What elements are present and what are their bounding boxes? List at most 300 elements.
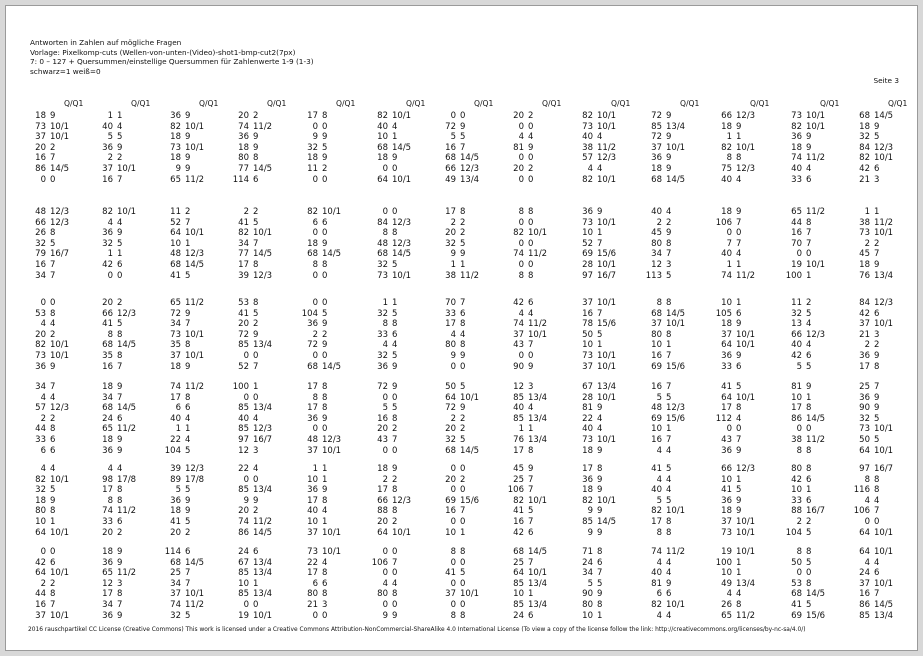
grid-cell [784,414,850,425]
grid-cell [714,485,780,496]
cross-sum: 9 [736,121,742,132]
grid-cell [163,249,229,260]
value-number: 41 [721,485,732,496]
value-number: 0 [450,485,456,496]
value-number: 41 [102,319,113,330]
value-number: 0 [382,445,388,456]
grid-cell [644,132,710,143]
grid-cell [438,132,504,143]
grid-cell [506,579,572,590]
value-number: 82 [307,207,318,217]
value-number: 50 [859,435,870,445]
grid-cell [644,260,710,271]
cross-sum: 7 [666,382,672,392]
grid-cell [506,132,572,143]
value-number: 16 [651,351,662,361]
cross-sum: 0 [392,445,398,456]
value-number: 0 [40,174,46,185]
cross-sum: 7 [50,382,56,392]
cross-sum: 8 [392,589,398,600]
cross-sum: 12/3 [874,142,894,153]
cross-sum: 14/5 [597,517,617,527]
value-number: 16 [445,506,456,517]
grid-cell [231,122,297,133]
value-number: 10 [307,517,318,527]
cross-sum: 8 [736,153,742,164]
cross-sum: 5 [736,485,742,496]
cross-sum: 15/6 [460,495,480,506]
grid-cell [231,414,297,425]
value-number: 40 [651,207,662,217]
grid-cell [370,122,436,133]
cross-sum: 7 [117,174,123,185]
value-number: 0 [726,424,732,435]
cross-sum: 8 [597,547,603,557]
cross-sum: 2 [666,217,672,228]
value-number: 2 [40,413,46,424]
cross-sum: 10/1 [874,319,894,330]
grid-cell [644,435,710,446]
cross-sum: 11/2 [806,435,826,445]
value-number: 97 [582,270,593,281]
grid-cell [370,393,436,404]
grid-cell [231,600,297,611]
cross-sum: 15/6 [597,319,617,330]
grid-cell [28,485,94,496]
grid-cell [506,122,572,133]
value-number: 36 [307,485,318,496]
cross-sum: 11/2 [806,153,826,164]
value-number: 18 [238,142,249,153]
value-number: 90 [582,589,593,600]
grid-cell [438,239,504,250]
grid-cell [714,579,780,590]
cross-sum: 6 [117,413,123,424]
value-number: 42 [513,527,524,538]
value-number: 64 [377,527,388,538]
grid-cell [644,393,710,404]
grid-cell [575,414,641,425]
grid-cell [644,239,710,250]
value-number: 37 [651,319,662,330]
cross-sum: 12/3 [666,403,686,414]
value-number: 10 [721,568,732,579]
value-number: 25 [170,568,181,579]
cross-sum: 0 [322,610,328,621]
grid-cell [28,122,94,133]
value-number: 5 [450,132,456,143]
grid-cell [231,568,297,579]
cross-sum: 7 [597,568,603,579]
value-number: 20 [238,319,249,330]
grid-cell [575,330,641,341]
cross-sum: 0 [874,517,880,527]
value-number: 36 [35,361,46,372]
grid-cell [438,143,504,154]
grid-cell [644,298,710,309]
value-number: 18 [721,319,732,330]
grid-cell [28,239,94,250]
cross-sum: 0 [392,164,398,174]
grid-cell [438,122,504,133]
grid-cell [300,175,366,186]
cross-sum: 0 [392,600,398,610]
grid-cell [784,143,850,154]
grid-cell [370,351,436,362]
legend-line: schwarz=1 weiß=0 [30,66,101,76]
value-number: 74 [102,506,113,517]
value-number: 36 [791,132,802,143]
cross-sum: 2 [253,506,259,517]
cross-sum: 9 [874,403,880,414]
value-number: 5 [175,485,181,496]
value-number: 8 [656,298,662,308]
cross-sum: 1 [736,568,742,579]
cross-sum: 7 [666,435,672,445]
grid-cell [370,547,436,558]
grid-cell [438,589,504,600]
value-number: 42 [35,557,46,568]
grid-cell [575,340,641,351]
value-number: 85 [238,589,249,600]
grid-cell [438,249,504,260]
value-number: 40 [582,132,593,143]
cross-sum: 10/1 [528,495,548,506]
cross-sum: 2 [806,517,812,527]
grid-cell [575,506,641,517]
value-number: 11 [791,298,802,308]
column-header: Q/Q1 [750,99,770,108]
cross-sum: 10/1 [666,600,686,610]
value-number: 85 [238,340,249,351]
value-number: 0 [796,568,802,579]
grid-cell [95,558,161,569]
grid-cell [575,475,641,486]
grid-cell [714,611,780,622]
grid-cell [784,362,850,373]
value-number: 44 [35,424,46,435]
column-header: Q/Q1 [336,99,356,108]
cross-sum: 10/1 [874,547,894,557]
grid-cell [300,132,366,143]
cross-sum: 5 [806,308,812,319]
cross-sum: 13/4 [528,413,548,424]
grid-cell [438,579,504,590]
grid-cell [506,362,572,373]
value-number: 64 [859,527,870,538]
cross-sum: 8 [460,547,466,557]
value-number: 33 [721,361,732,372]
cross-sum: 5 [322,308,328,319]
cross-sum: 7 [460,298,466,308]
grid-cell [714,239,780,250]
grid-cell [370,558,436,569]
value-number: 10 [513,589,524,600]
grid-cell [575,239,641,250]
cross-sum: 2 [460,228,466,239]
value-number: 9 [382,610,388,621]
value-number: 20 [377,424,388,435]
cross-sum: 4 [253,464,259,474]
value-number: 10 [791,485,802,496]
cross-sum: 10/1 [874,527,894,538]
value-number: 36 [651,153,662,164]
value-number: 68 [651,174,662,185]
grid-cell [300,568,366,579]
cross-sum: 9 [736,495,742,506]
cross-sum: 0 [322,298,328,308]
grid-cell [95,319,161,330]
cross-sum: 4 [806,164,812,174]
value-number: 104 [785,527,802,538]
cross-sum: 2 [322,164,328,174]
grid-cell [714,228,780,239]
grid-cell [714,309,780,320]
cross-sum: 4 [528,308,534,319]
column-header: Q/Q1 [267,99,287,108]
value-number: 19 [791,260,802,270]
cross-sum: 2 [117,298,123,308]
grid-cell [370,579,436,590]
value-number: 65 [102,424,113,435]
cross-sum: 9 [736,207,742,217]
grid-cell [231,228,297,239]
value-number: 10 [721,474,732,485]
value-number: 85 [513,578,524,589]
cross-sum: 9 [874,392,880,403]
grid-cell [575,403,641,414]
grid-cell [575,589,641,600]
cross-sum: 4 [117,217,123,228]
grid-cell [231,517,297,528]
cross-sum: 12/3 [806,329,826,340]
grid-cell [300,239,366,250]
cross-sum: 13/4 [528,600,548,610]
grid-cell [370,175,436,186]
value-number: 69 [651,361,662,372]
cross-sum: 12/3 [185,464,205,474]
cross-sum: 5 [253,217,259,228]
cross-sum: 12/3 [392,238,412,249]
value-number: 64 [721,392,732,403]
grid-cell [852,528,918,539]
cross-sum: 5 [117,319,123,330]
cross-sum: 10/1 [597,260,617,270]
grid-cell [575,218,641,229]
cross-sum: 0 [322,228,328,239]
cross-sum: 2 [392,474,398,485]
grid-cell [506,424,572,435]
grid-cell [370,496,436,507]
cross-sum: 4 [874,495,880,506]
cross-sum: 5 [460,238,466,249]
grid-cell [575,175,641,186]
cross-sum: 6 [253,174,259,185]
value-number: 16 [859,589,870,600]
value-number: 40 [791,164,802,174]
grid-cell [852,153,918,164]
cross-sum: 9 [597,485,603,496]
grid-cell [370,485,436,496]
cross-sum: 5 [460,568,466,579]
value-number: 37 [513,329,524,340]
column-header: Q/Q1 [131,99,151,108]
cross-sum: 5 [117,132,123,143]
grid-cell [300,122,366,133]
grid-cell [644,309,710,320]
cross-sum: 0 [253,474,259,485]
value-number: 80 [651,238,662,249]
grid-cell [644,496,710,507]
grid-cell [95,175,161,186]
grid-cell [163,435,229,446]
grid-cell [438,164,504,175]
value-number: 0 [312,610,318,621]
value-number: 0 [518,351,524,361]
cross-sum: 9 [322,238,328,249]
cross-sum: 8 [666,298,672,308]
value-number: 82 [513,228,524,239]
value-number: 80 [791,464,802,474]
value-number: 18 [170,153,181,164]
value-number: 1 [107,249,113,260]
value-number: 74 [238,121,249,132]
column-header: Q/Q1 [680,99,700,108]
value-number: 0 [450,600,456,610]
value-number: 82 [859,153,870,164]
value-number: 65 [170,174,181,185]
cross-sum: 1 [117,249,123,260]
value-number: 32 [445,238,456,249]
grid-cell [370,446,436,457]
cross-sum: 9 [392,464,398,474]
grid-cell [28,464,94,475]
cross-sum: 8 [50,589,56,600]
cross-sum: 7 [117,392,123,403]
grid-cell [231,464,297,475]
grid-cell [300,298,366,309]
value-number: 24 [102,413,113,424]
value-number: 25 [513,557,524,568]
value-number: 73 [35,351,46,361]
value-number: 4 [518,132,524,143]
value-number: 57 [35,403,46,414]
grid-cell [714,475,780,486]
value-number: 64 [859,445,870,456]
grid-cell [370,600,436,611]
cross-sum: 10/1 [528,568,548,579]
cross-sum: 0 [460,361,466,372]
cross-sum: 2 [50,578,56,589]
value-number: 37 [170,351,181,361]
value-number: 13 [791,319,802,330]
value-number: 17 [377,485,388,496]
cross-sum: 12/3 [50,217,70,228]
value-number: 4 [587,164,593,174]
cross-sum: 6 [185,403,191,414]
column-header: Q/Q1 [406,99,426,108]
value-number: 68 [170,260,181,270]
cross-sum: 12/3 [322,435,342,445]
grid-cell [852,568,918,579]
grid-cell [506,340,572,351]
value-number: 65 [170,298,181,308]
cross-sum: 10/1 [117,164,137,174]
cross-sum: 10/1 [185,589,205,600]
value-number: 34 [102,392,113,403]
grid-cell [300,143,366,154]
cross-sum: 11/2 [253,517,273,527]
cross-sum: 15/6 [666,361,686,372]
cross-sum: 2 [50,329,56,340]
grid-cell [300,111,366,122]
grid-cell [784,260,850,271]
value-number: 40 [102,121,113,132]
value-number: 20 [445,474,456,485]
cross-sum: 7 [392,557,398,568]
value-number: 37 [445,589,456,600]
cross-sum: 9 [392,361,398,372]
value-number: 16 [102,361,113,372]
cross-sum: 9 [597,403,603,414]
cross-sum: 9 [736,319,742,330]
value-number: 37 [721,517,732,527]
grid-cell [438,558,504,569]
value-number: 112 [715,413,732,424]
cross-sum: 11/2 [736,270,756,281]
value-number: 16 [651,382,662,392]
cross-sum: 11/2 [736,610,756,621]
value-number: 2 [796,517,802,527]
value-number: 17 [859,361,870,372]
grid-cell [852,496,918,507]
value-number: 0 [450,578,456,589]
value-number: 53 [791,578,802,589]
value-number: 16 [582,308,593,319]
cross-sum: 6 [736,361,742,372]
cross-sum: 12/3 [117,308,137,319]
grid-cell [300,475,366,486]
value-number: 18 [791,142,802,153]
value-number: 49 [721,578,732,589]
grid-cell [714,271,780,282]
value-number: 17 [582,464,593,474]
grid-cell [575,528,641,539]
grid-cell [95,239,161,250]
grid-cell [28,330,94,341]
value-number: 73 [582,351,593,361]
grid-cell [644,414,710,425]
cross-sum: 0 [50,547,56,557]
grid-cell [575,362,641,373]
grid-cell [28,271,94,282]
cross-sum: 10/1 [597,351,617,361]
cross-sum: 7 [185,217,191,228]
grid-cell [784,382,850,393]
grid-cell [852,207,918,218]
value-number: 37 [721,329,732,340]
grid-cell [438,351,504,362]
value-number: 82 [513,495,524,506]
cross-sum: 14/5 [392,249,412,260]
value-number: 33 [791,495,802,506]
value-number: 4 [656,445,662,456]
value-number: 68 [102,403,113,414]
grid-cell [95,517,161,528]
value-number: 74 [513,319,524,330]
value-number: 68 [513,547,524,557]
grid-cell [438,414,504,425]
